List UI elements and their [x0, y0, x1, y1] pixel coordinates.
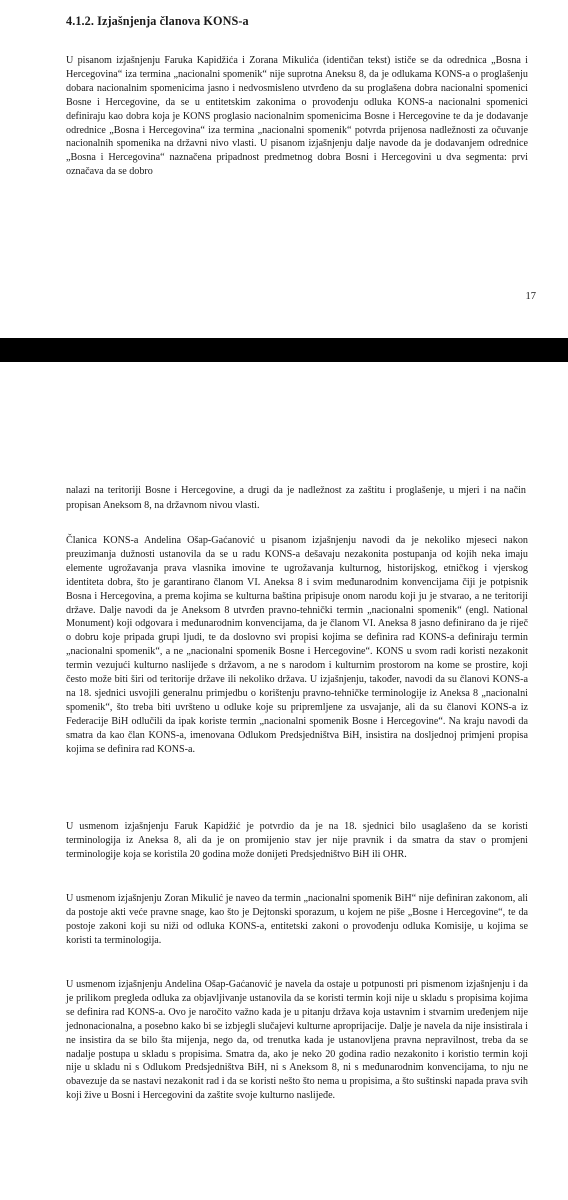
paragraph-written-statement-osap-gacanovic: Članica KONS-a Andelina Ošap-Gaćanović u pisanom izjašnjenju navodi da je nekoliko mjeseci nakon preuzimanja dužnosti ustanovila da se u radu KONS-a dešavaju nezakonita postupanja od kojih neka imaju elemente ugrožavanja prava vlasnika imovine te ugrožavanja kulturnog, historijskog, etničkog i vjerskog identiteta dobra, što je garantirano članom VI. Aneksa 8 i svim međunarodnim konvencijama čiji je potpisnik Bosna i Hercegovina, a prema kojima se kulturna baština pripisuje onom narodu koji ju je stvarao, a ne teritoriji države. Dalje navodi da je Aneksom 8 utvrđen pravno-tehnički termin „nacionalni spomenik“ (engl. National Monument) koji odgovara i međunarodnim konvencijama, da je članom VI. Aneksa 8 jasno definirano da je riječ o dobru koje pripada grupi ljudi, te da doslovno svi propisi kojima se definira rad KONS-a definiraju termin „nacionalni spomenik“, a ne „nacionalni spomenik Bosne i Hercegovine“. KONS u svom radi koristi nezakonit termin vezujući kulturno naslijeđe s državom, a ne s narodom i kulturnim prostorom na kome se prostire, koji često može biti širi od teritorije države ili nekoliko država. U izjašnjenju, također, navodi da su članovi KONS-a na 18. sjednici usvojili generalnu primjedbu o korištenju pravno-tehničke terminologije iz Aneksa 8 „nacionalni spomenik“, što treba biti uvršteno u odluke koje su pripremljene za usvajanje, ali da su članovi KONS-a iz Federacije BiH odlučili da ipak koriste termin „nacionalni spomenik Bosne i Hercegovine“. Na kraju navodi da smatra da kao član KONS-a, imenovana Odlukom Predsjedništva BiH, insistira na dosljednoj primjeni propisa kojima se definira rad KONS-a. [66, 535, 528, 755]
document-page-18 [0, 362, 568, 1200]
paragraph-oral-statement-kapidzic: U usmenom izjašnjenju Faruk Kapidžić je potvrdio da je na 18. sjednici bilo usaglašeno da se koristi terminologija iz Aneksa 8, ali da je on promijenio stav jer nije pravnik i da smatra da stav o promjeni terminologije koja se koristila 20 godina može donijeti Predsjedništvo BiH ili OHR. [66, 821, 528, 860]
paragraph-oral-statement-mikulic: U usmenom izjašnjenju Zoran Mikulić je naveo da termin „nacionalni spomenik BiH“ nije definiran zakonom, ali da postoje akti veće pravne snage, kao što je Dejtonski sporazum, u kojem ne piše „Bosne i Hercegovine“, te da postoje zakoni koji su niži od odluka KONS-a, entitetski zakoni o provođenju odluka Komisije, u kojima se koristi ta terminologija. [66, 893, 528, 946]
section-heading: 4.1.2. Izjašnjenja članova KONS-a [66, 14, 249, 28]
page-number: 17 [525, 291, 536, 302]
paragraph-oral-statement-osap-gacanovic: U usmenom izjašnjenju Andelina Ošap-Gaćanović je navela da ostaje u potpunosti pri pismenom izjašnjenju i da je prilikom pregleda odluka za objavljivanje ustanovila da se koristi termin koji nije u skladu s propisima kojima se definira rad KONS-a. Ovo je naročito važno kada je u pitanju država koja ustavnim i stvarnim uređenjem nije jednonacionalna, a posebno kako bi se izbjegli slučajevi kulturne aproprijacije. Dalje je navela da nije insistirala i ne insistira da se bilo šta mijenja, nego da, od trenutka kada je ustanovljena pravna nepravilnost, treba da se nadalje postupa u skladu s propisima. Smatra da, ako je neko 20 godina radio nezakonito i koristio termin koji nije u skladu ni s Odlukom Predsjedništva BiH, ni s Aneksom 8, ni s međunarodnim konvencijama, to nju ne obavezuje da se nastavi nezakonit rad i da se koristi nešto što nema u propisima, a što suštinski napada prava svih koji žive u Bosni i Hercegovini da zaštite svoje kulturno naslijeđe. [66, 979, 528, 1102]
paragraph-written-statement-kapidzic-mikulic: U pisanom izjašnjenju Faruka Kapidžića i Zorana Mikulića (identičan tekst) ističe se da odrednica „Bosna i Hercegovina“ iza termina „nacionalni spomenik“ nije suprotna Aneksu 8, da je odlukama KONS-a o proglašenju dobara nacionalnim spomenicima jasno i nedvosmisleno utvrđeno da su proglašena dobra nacionalni spomenici Bosne i Hercegovine, da se u entitetskim zakonima o provođenju odluka KONS-a nacionalni spomenici definiraju kao dobra koja je KONS proglasio nacionalnim spomenicima Bosne i Hercegovine te da je dodavanje odrednice „Bosna i Hercegovina“ iza termina „nacionalni spomenik“ potvrda prijenosa nadležnosti za očuvanje nacionalnih spomenika na državni nivo vlasti. U pisanom izjašnjenju dalje navode da je dodavanjem odrednice „Bosna i Hercegovina“ naznačena pripadnost predmetnog dobra Bosni i Hercegovini u dva segmenta: prvi označava da se dobro [66, 55, 528, 178]
page-divider [0, 338, 568, 362]
document-page-17 [0, 0, 568, 338]
paragraph-continuation: nalazi na teritoriji Bosne i Hercegovine, a drugi da je nadležnost za zaštitu i proglašenje, u mjeri i na način propisan Aneksom 8, na državnom nivou vlasti. [66, 485, 526, 511]
